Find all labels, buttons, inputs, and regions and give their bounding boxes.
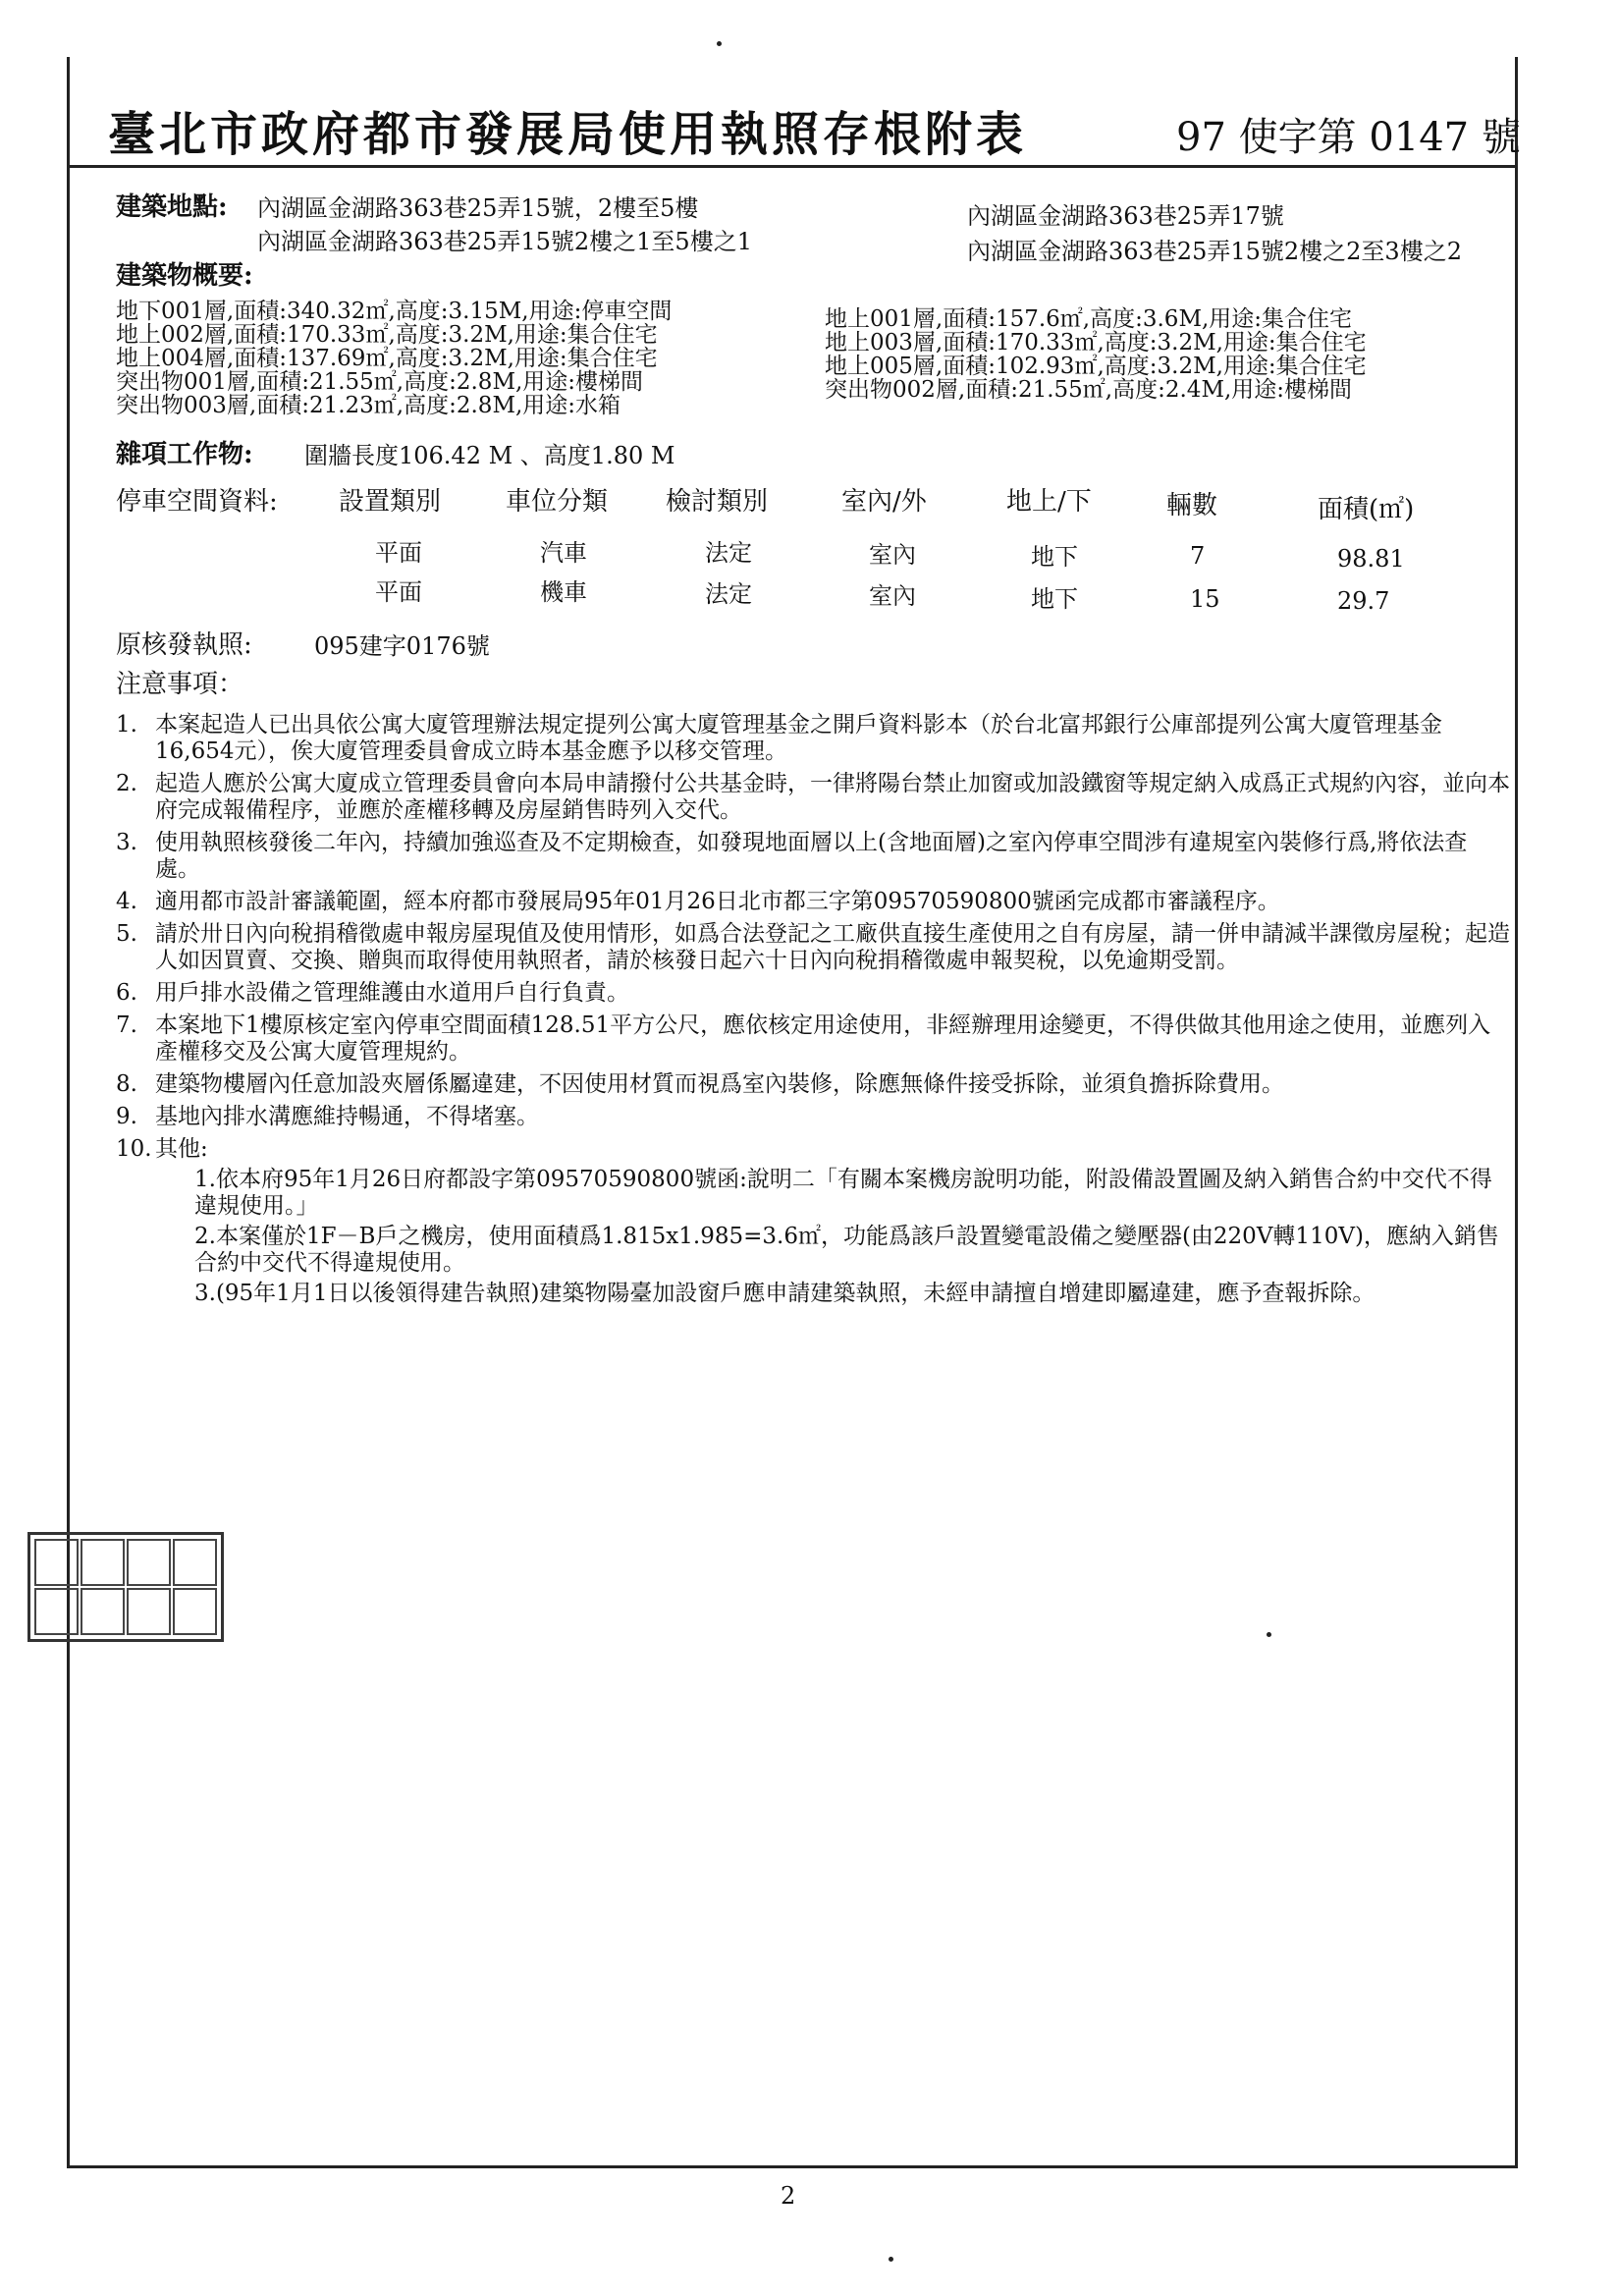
note-item-6 [116, 980, 1510, 1007]
site-label: 建築地點: [116, 192, 228, 222]
note-number: 4. [116, 889, 137, 914]
note-number: 7. [116, 1012, 137, 1038]
building-left-3: 地上004層,面積:137.69㎡,高度:3.2M,用途:集合住宅 [116, 346, 658, 371]
official-seal [27, 1532, 224, 1642]
notes-list [116, 712, 1510, 1313]
note-subitem-2: 2.本案僅於1F－B戶之機房，使用面積爲1.815x1.985=3.6㎡，功能爲該戶設置變電設備之變壓器(由220V轉110V)，應納入銷售合約中交代不得違規使用。 [194, 1224, 1499, 1276]
note-item-2 [116, 771, 1510, 824]
note-text: 適用都市設計審議範圍，經本府都市發展局95年01月26日北市都三字第09570590800號函完成都市審議程序。 [155, 889, 1280, 914]
scan-speck [889, 2257, 893, 2262]
original-license-label: 原核發執照: [116, 630, 252, 660]
note-text: 建築物樓層內任意加設夾層係屬違建，不因使用材質而視爲室內裝修，除應無條件接受拆除，並須負擔拆除費用。 [155, 1071, 1284, 1097]
parking-row1-indoor: 室內 [869, 541, 916, 569]
parking-row1-area: 98.81 [1337, 545, 1405, 573]
scan-speck [717, 41, 722, 46]
note-number: 1. [116, 712, 137, 738]
note-item-5 [116, 921, 1510, 974]
scan-speck [1267, 1632, 1271, 1637]
parking-row2-vehicle: 機車 [540, 578, 587, 606]
notes-label: 注意事項： [116, 670, 244, 699]
parking-header-count: 輛數 [1166, 491, 1218, 520]
site-line-left-1: 內湖區金湖路363巷25弄15號，2樓至5樓 [257, 194, 699, 222]
parking-row1-level: 地下 [1031, 543, 1078, 571]
parking-label: 停車空間資料: [116, 487, 278, 517]
building-right-3: 地上005層,面積:102.93㎡,高度:3.2M,用途:集合住宅 [825, 354, 1367, 379]
building-left-1: 地下001層,面積:340.32㎡,高度:3.15M,用途:停車空間 [116, 299, 673, 324]
parking-row1-type: 平面 [375, 539, 422, 567]
parking-row2-type: 平面 [375, 578, 422, 606]
parking-row2-count: 15 [1190, 585, 1220, 613]
page-number: 2 [781, 2182, 796, 2210]
note-number: 5. [116, 921, 137, 947]
parking-row1-review: 法定 [705, 539, 752, 567]
site-line-right-2: 內湖區金湖路363巷25弄15號2樓之2至3樓之2 [967, 238, 1462, 265]
note-number: 2. [116, 771, 137, 796]
note-text: 使用執照核發後二年內，持續加強巡查及不定期檢查，如發現地面層以上(含地面層)之室內停車空間涉有違規室內裝修行爲,將依法查處。 [155, 830, 1468, 882]
site-line-right-1: 內湖區金湖路363巷25弄17號 [967, 202, 1284, 230]
building-label: 建築物概要: [116, 261, 253, 291]
parking-row1-count: 7 [1190, 542, 1206, 570]
building-left-2: 地上002層,面積:170.33㎡,高度:3.2M,用途:集合住宅 [116, 322, 658, 348]
note-item-1 [116, 712, 1510, 765]
note-number: 6. [116, 980, 137, 1006]
note-text: 起造人應於公寓大廈成立管理委員會向本局申請撥付公共基金時，一律將陽台禁止加窗或加設鐵窗等規定納入成爲正式規約內容，並向本府完成報備程序，並應於產權移轉及房屋銷售時列入交代。 [155, 771, 1510, 823]
note-text: 請於卅日內向稅捐稽徵處申報房屋現值及使用情形，如爲合法登記之工廠供直接生產使用之自有房屋，請一併申請減半課徵房屋稅；起造人如因買賣、交換、贈與而取得使用執照者，請於核發日起六十日內向稅捐稽徵處申報契稅，以免逾期受罰。 [155, 921, 1510, 973]
note-number: 3. [116, 830, 137, 855]
note-item-9 [116, 1104, 1510, 1130]
note-text: 其他: [155, 1136, 208, 1162]
misc-label: 雜項工作物: [116, 440, 253, 469]
building-right-2: 地上003層,面積:170.33㎡,高度:3.2M,用途:集合住宅 [825, 330, 1367, 355]
site-line-left-2: 內湖區金湖路363巷25弄15號2樓之1至5樓之1 [257, 228, 752, 255]
misc-value: 圍牆長度106.42 M 、高度1.80 M [304, 442, 675, 469]
building-right-1: 地上001層,面積:157.6㎡,高度:3.6M,用途:集合住宅 [825, 306, 1353, 332]
parking-row2-indoor: 室內 [869, 582, 916, 610]
parking-header-area: 面積(㎡) [1318, 495, 1415, 524]
building-right-4: 突出物002層,面積:21.55㎡,高度:2.4M,用途:樓梯間 [825, 377, 1353, 403]
original-license-value: 095建字0176號 [314, 632, 490, 660]
note-text: 本案地下1樓原核定室內停車空間面積128.51平方公尺，應依核定用途使用，非經辦理用途變更，不得供做其他用途之使用，並應列入產權移交及公寓大廈管理規約。 [155, 1012, 1491, 1065]
document-title: 臺北市政府都市發展局使用執照存根附表 [108, 107, 1028, 162]
parking-row2-level: 地下 [1031, 585, 1078, 613]
parking-row2-area: 29.7 [1337, 587, 1390, 615]
parking-header-review: 檢討類別 [666, 487, 769, 517]
note-item-7 [116, 1012, 1510, 1066]
note-item-8 [116, 1071, 1510, 1098]
note-text: 用戶排水設備之管理維護由水道用戶自行負責。 [155, 980, 629, 1006]
note-subitem-1: 1.依本府95年1月26日府都設字第09570590800號函:說明二「有關本案機房說明功能，附設備設置圖及納入銷售合約中交代不得違規使用。」 [194, 1167, 1492, 1219]
parking-header-vehicle: 車位分類 [506, 487, 609, 517]
note-number: 10. [116, 1136, 152, 1162]
note-item-3 [116, 830, 1510, 883]
parking-row2-review: 法定 [705, 580, 752, 608]
note-text: 本案起造人已出具依公寓大廈管理辦法規定提列公寓大廈管理基金之開戶資料影本（於台北富邦銀行公庫部提列公寓大廈管理基金16,654元），俟大廈管理委員會成立時本基金應予以移交管理。 [155, 712, 1442, 764]
parking-header-indoor: 室內/外 [841, 487, 927, 517]
note-text: 基地內排水溝應維持暢通，不得堵塞。 [155, 1104, 539, 1129]
note-number: 8. [116, 1071, 137, 1097]
building-left-5: 突出物003層,面積:21.23㎡,高度:2.8M,用途:水箱 [116, 393, 621, 418]
note-item-4 [116, 889, 1510, 915]
note-subitem-3: 3.(95年1月1日以後領得建告執照)建築物陽臺加設窗戶應申請建築執照，未經申請擅自增建即屬違建，應予查報拆除。 [194, 1281, 1375, 1306]
title-rule [67, 165, 1518, 168]
license-number: 97 使字第 0147 號 [1176, 115, 1521, 160]
note-number: 9. [116, 1104, 137, 1129]
parking-row1-vehicle: 汽車 [540, 539, 587, 567]
building-left-4: 突出物001層,面積:21.55㎡,高度:2.8M,用途:樓梯間 [116, 369, 644, 395]
parking-header-type: 設置類別 [339, 487, 442, 517]
note-item-10 [116, 1136, 1510, 1307]
parking-header-level: 地上/下 [1006, 487, 1092, 517]
